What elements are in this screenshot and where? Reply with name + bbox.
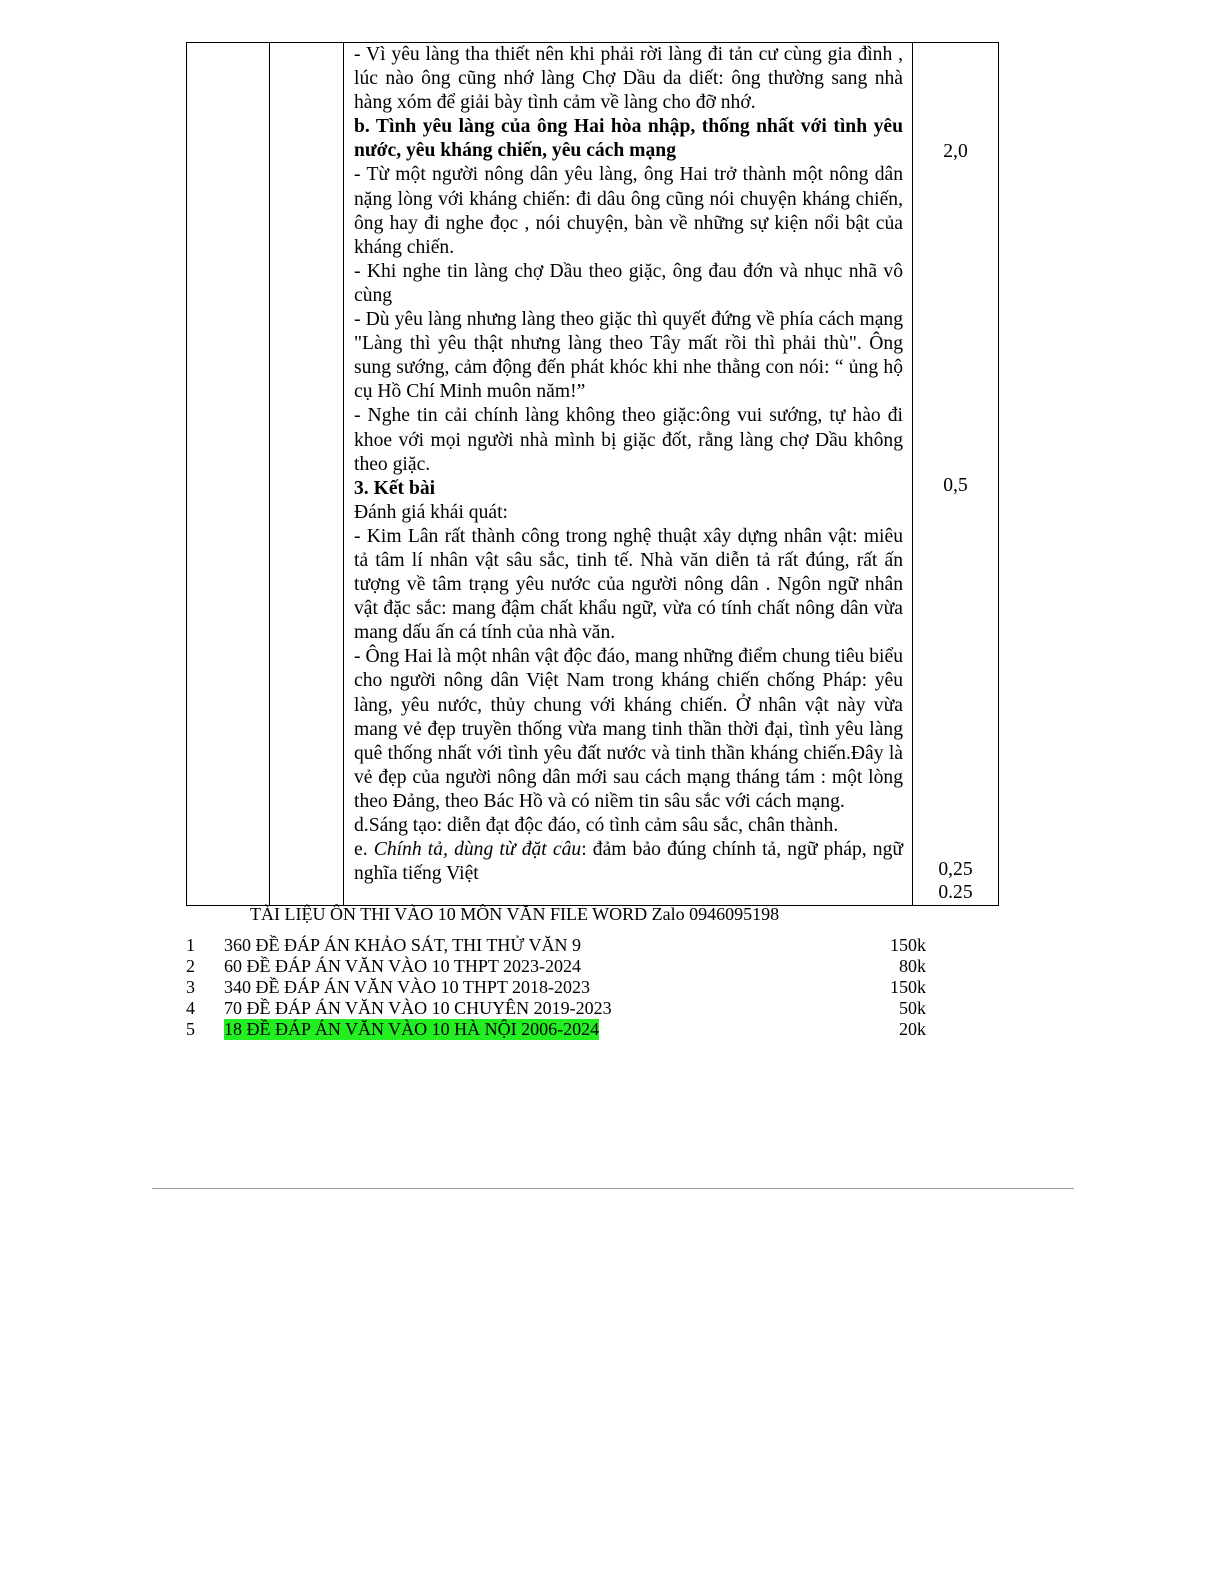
doc-list-item	[186, 1019, 926, 1040]
spelling-rest: : đảm bảo đúng chính tả, ngữ pháp, ngữ nghĩa tiếng Việt	[354, 839, 904, 885]
rubric-content	[344, 43, 912, 886]
item-number: 5	[186, 1019, 195, 1039]
rubric-table	[186, 42, 999, 906]
paragraph-leaving-village: - Vì yêu làng tha thiết nên khi phải rời làng đi tản cư cùng gia đình , lúc nào ông cũng nhớ làng Chợ Dầu da diết: ông thường sang nhà hàng xóm để giải bày tình cảm về làng cho đỡ nhớ.	[354, 44, 903, 114]
item-price: 20k	[899, 1019, 926, 1039]
score-column	[913, 43, 998, 905]
doc-list-item	[186, 935, 926, 956]
score-e-1: 0,25	[938, 859, 973, 880]
paragraph-correction-news: - Nghe tin cải chính làng không theo giặc:ông vui sướng, tự hào đi khoe với mọi người nhà mình bị giặc đốt, rằng làng chợ Dầu không theo giặc.	[354, 405, 903, 475]
paragraph-resistance: - Từ một người nông dân yêu làng, ông Hai trở thành một nông dân nặng lòng với kháng chiến: đi dâu ông cũng nói chuyện kháng chiến, ông hay đi nghe đọc , nói chuyện, bàn về những sự kiện nổi bật của kháng chiến.	[354, 164, 903, 258]
doc-list-title: TÀI LIỆU ÔN THI VÀO 10 MÔN VĂN FILE WORD Zalo 0946095198	[250, 904, 780, 924]
item-price: 50k	[899, 998, 926, 1018]
rubric-cell-section	[187, 43, 270, 906]
rubric-cell-content	[344, 43, 913, 906]
item-number: 1	[186, 935, 195, 955]
rubric-row	[187, 43, 999, 906]
spelling-prefix: e.	[354, 839, 374, 861]
doc-list-item	[186, 956, 926, 977]
paragraph-ong-hai: - Ông Hai là một nhân vật độc đáo, mang những điểm chung tiêu biểu cho người nông dân Việt Nam trong kháng chiến chống Pháp: yêu làng, yêu nước, thủy chung với kháng chiến. Ở nhân vật này vừa mang vẻ đẹp truyền thống vừa mang tinh thần thời đại, tình yêu làng quê thống nhất với tình yêu đất nước và tinh thần kháng chiến.Đây là vẻ đẹp của người nông dân mới sau cách mạng tháng tám : một lòng theo Đảng, theo Bác Hồ và có niềm tin sâu sắc với cách mạng.	[354, 646, 903, 812]
score-b: 2,0	[943, 141, 968, 162]
item-name-highlighted: 18 ĐỀ ĐÁP ÁN VĂN VÀO 10 HÀ NỘI 2006-2024	[224, 1019, 600, 1039]
paragraph-general-assessment: Đánh giá khái quát:	[354, 501, 508, 523]
score-e-2: 0.25	[938, 882, 973, 903]
item-name: 360 ĐỀ ĐÁP ÁN KHẢO SÁT, THI THỬ VĂN 9	[224, 935, 581, 955]
heading-3-conclusion: 3. Kết bài	[354, 477, 436, 499]
item-number: 3	[186, 977, 195, 997]
heading-b-love-country: b. Tình yêu làng của ông Hai hòa nhập, thống nhất với tình yêu nước, yêu kháng chiến, yêu cách mạng	[354, 116, 903, 162]
item-name: 340 ĐỀ ĐÁP ÁN VĂN VÀO 10 THPT 2018-2023	[224, 977, 591, 997]
item-number: 2	[186, 956, 195, 976]
paragraph-spelling	[354, 838, 903, 886]
rubric-cell-score	[913, 43, 999, 906]
paragraph-news-village: - Khi nghe tin làng chợ Dầu theo giặc, ông đau đớn và nhục nhã vô cùng	[354, 260, 903, 306]
spelling-italic-label: Chính tả, dùng từ đặt câu	[373, 839, 582, 861]
paragraph-kim-lan: - Kim Lân rất thành công trong nghệ thuật xây dựng nhân vật: miêu tả tâm lí nhân vật sâu sắc, tinh tế. Nhà văn diễn tả rất đúng, rất ấn tượng về tâm trạng yêu nước của người nông dân . Ngôn ngữ nhân vật đặc sắc: mang đậm chất khẩu ngữ, vừa có tính chất nông dân vừa mang dấu ấn cá tính của nhà văn.	[354, 525, 903, 644]
paragraph-revolution-side: - Dù yêu làng nhưng làng theo giặc thì quyết đứng về phía cách mạng "Làng thì yêu thật nhưng làng theo Tây mất rồi thì phải thù". Ông sung sướng, cảm động đến phát khóc khi nhe thằng con nói: “ ủng hộ cụ Hồ Chí Minh muôn năm!”	[354, 309, 903, 403]
item-number: 4	[186, 998, 195, 1018]
item-name: 70 ĐỀ ĐÁP ÁN VĂN VÀO 10 CHUYÊN 2019-2023	[224, 998, 612, 1018]
item-price: 150k	[890, 977, 926, 997]
rubric-cell-item	[270, 43, 344, 906]
paragraph-creativity: d.Sáng tạo: diễn đạt độc đáo, có tình cảm sâu sắc, chân thành.	[354, 815, 839, 836]
page-divider	[152, 1188, 1074, 1189]
score-conclusion: 0,5	[943, 475, 968, 496]
item-price: 150k	[890, 935, 926, 955]
item-name: 60 ĐỀ ĐÁP ÁN VĂN VÀO 10 THPT 2023-2024	[224, 956, 582, 976]
doc-list-item	[186, 998, 926, 1019]
doc-list-item	[186, 977, 926, 998]
item-price: 80k	[899, 956, 926, 976]
